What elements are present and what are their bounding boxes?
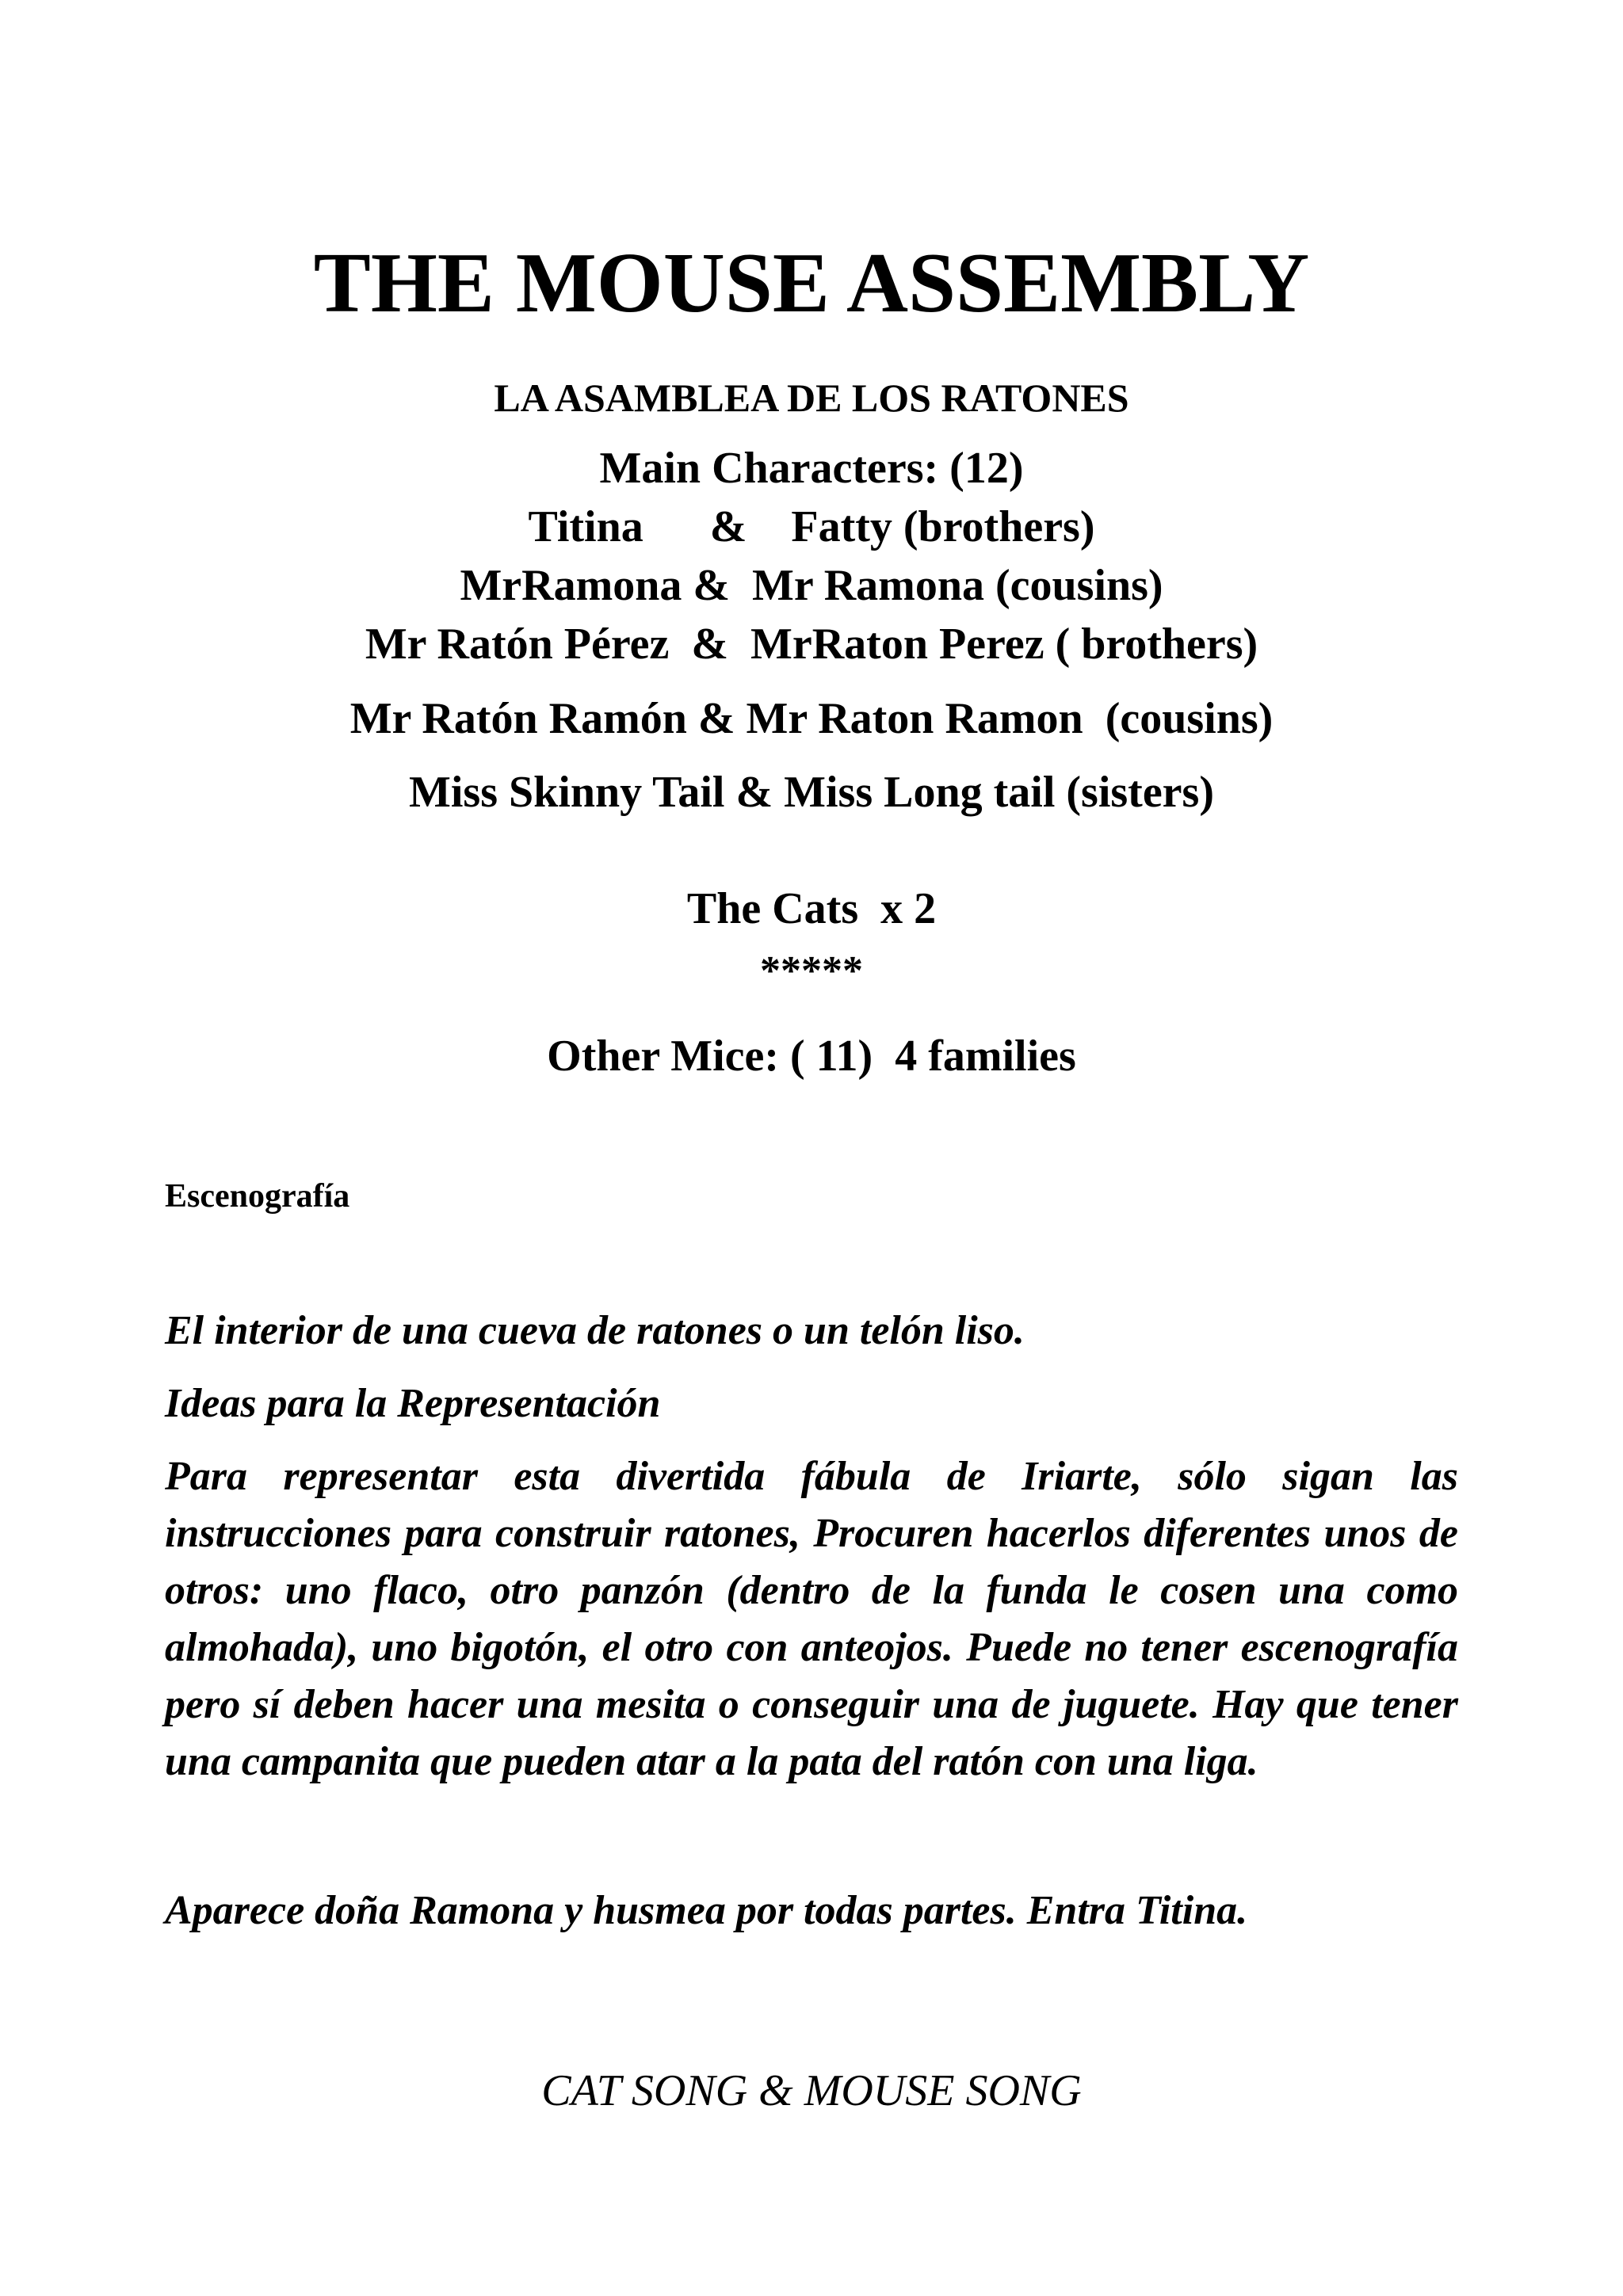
cast-pair: Miss Skinny Tail & Miss Long tail (sisters): [409, 768, 1214, 817]
main-characters-heading: Main Characters: (12): [599, 444, 1024, 493]
stage-paragraph: Ideas para la Representación: [165, 1381, 661, 1426]
section-separator: *****: [760, 948, 863, 994]
stage-paragraph: Aparece doña Ramona y husmea por todas partes. Entra Titina.: [165, 1888, 1248, 1933]
cast-pair: Mr Ratón Pérez & MrRaton Perez ( brothers): [365, 620, 1258, 669]
cast-pair: Titina & Fatty (brothers): [528, 502, 1095, 551]
other-mice-count: Other Mice: ( 11) 4 families: [547, 1032, 1076, 1081]
cats-count: The Cats x 2: [686, 884, 937, 933]
cast-pair: Mr Ratón Ramón & Mr Raton Ramon (cousins): [349, 694, 1274, 743]
stage-paragraph: Para representar esta divertida fábula de Iriarte, sólo sigan las instrucciones para construir ratones, Procuren hacerlos diferentes unos de otros: uno flaco, otro panzón (dentro de la funda le cosen una como almohada), uno bigotón, el otro con anteojos. Puede no tener escenografía pero sí deben hacer una mesita o conseguir una de juguete. Hay que tener una campanita que pueden atar a la pata del ratón con una liga.: [165, 1454, 1458, 1784]
songs-line: CAT SONG & MOUSE SONG: [541, 2066, 1082, 2115]
document-title: THE MOUSE ASSEMBLY: [313, 236, 1310, 330]
cast-pair: MrRamona & Mr Ramona (cousins): [460, 561, 1163, 610]
document-subtitle: LA ASAMBLEA DE LOS RATONES: [494, 376, 1129, 420]
stage-heading: Escenografía: [165, 1178, 350, 1215]
stage-paragraph: El interior de una cueva de ratones o un telón liso.: [165, 1308, 1025, 1353]
